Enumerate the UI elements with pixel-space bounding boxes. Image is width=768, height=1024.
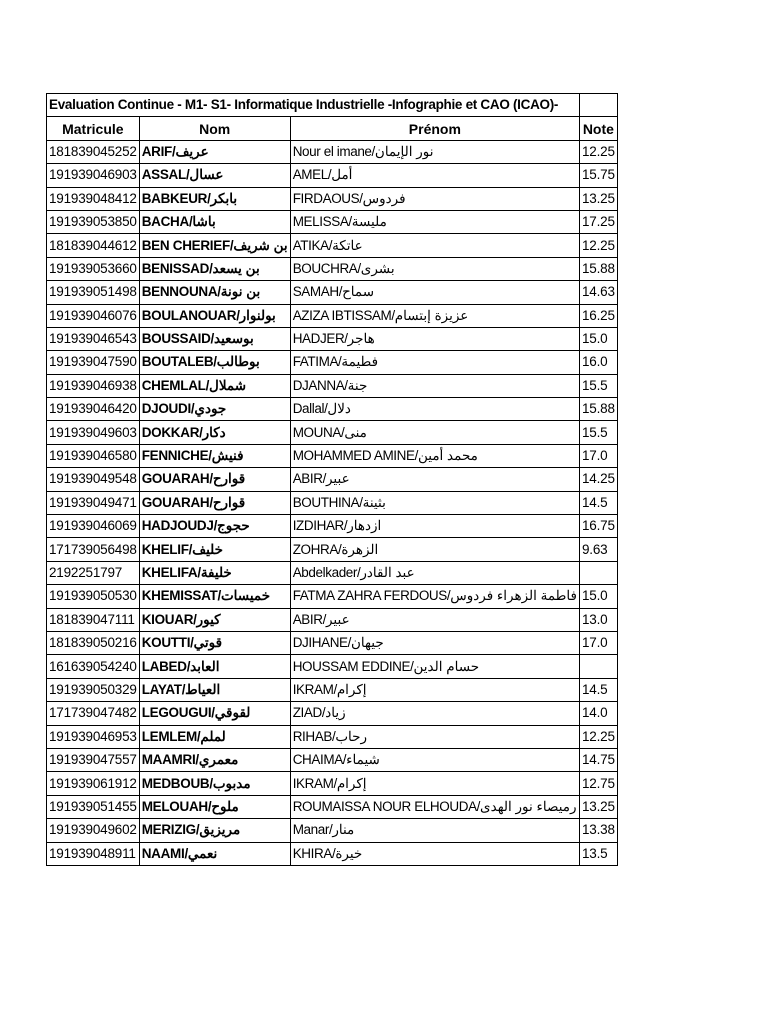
- cell-prenom: MELISSA/مليسة: [290, 210, 579, 233]
- cell-note: 16.75: [579, 515, 617, 538]
- title-row: [47, 94, 618, 117]
- cell-prenom: ABIR/عبير: [290, 468, 579, 491]
- table-row: [47, 281, 618, 304]
- table-row: [47, 234, 618, 257]
- table-row: [47, 748, 618, 771]
- table-row: [47, 819, 618, 842]
- cell-nom: KHELIF/خليف: [139, 538, 290, 561]
- table-row: [47, 257, 618, 280]
- cell-prenom: BOUTHINA/بثينة: [290, 491, 579, 514]
- header-prenom: Prénom: [290, 117, 579, 140]
- cell-prenom: ATIKA/عاتكة: [290, 234, 579, 257]
- cell-nom: GOUARAH/قوارح: [139, 468, 290, 491]
- table-row: [47, 585, 618, 608]
- cell-matricule: 191939049548: [47, 468, 140, 491]
- cell-prenom: IKRAM/إكرام: [290, 772, 579, 795]
- cell-note: 12.25: [579, 725, 617, 748]
- cell-nom: LAYAT/العياط: [139, 678, 290, 701]
- cell-note: 14.5: [579, 491, 617, 514]
- cell-note: 9.63: [579, 538, 617, 561]
- cell-matricule: 191939046420: [47, 398, 140, 421]
- cell-note: 15.75: [579, 164, 617, 187]
- cell-matricule: 191939061912: [47, 772, 140, 795]
- cell-prenom: DJIHANE/جيهان: [290, 631, 579, 654]
- cell-matricule: 191939051455: [47, 795, 140, 818]
- table-row: [47, 164, 618, 187]
- table-row: [47, 702, 618, 725]
- cell-note: 14.75: [579, 748, 617, 771]
- cell-prenom: HOUSSAM EDDINE/حسام الدين: [290, 655, 579, 678]
- cell-matricule: 191939046903: [47, 164, 140, 187]
- cell-matricule: 181839047111: [47, 608, 140, 631]
- cell-matricule: 191939053850: [47, 210, 140, 233]
- cell-matricule: 191939049603: [47, 421, 140, 444]
- cell-matricule: 171739056498: [47, 538, 140, 561]
- table-row: [47, 421, 618, 444]
- cell-prenom: Manar/منار: [290, 819, 579, 842]
- grades-table: [46, 93, 618, 866]
- cell-nom: DOKKAR/دكار: [139, 421, 290, 444]
- cell-note: 12.75: [579, 772, 617, 795]
- cell-note: 15.5: [579, 421, 617, 444]
- cell-nom: ARIF/عريف: [139, 140, 290, 163]
- cell-note: 13.25: [579, 187, 617, 210]
- cell-note: 15.0: [579, 327, 617, 350]
- cell-prenom: Dallal/دلال: [290, 398, 579, 421]
- cell-matricule: 191939046543: [47, 327, 140, 350]
- table-row: [47, 304, 618, 327]
- cell-note: 16.25: [579, 304, 617, 327]
- table-row: [47, 725, 618, 748]
- cell-note: 14.0: [579, 702, 617, 725]
- cell-note: 13.25: [579, 795, 617, 818]
- cell-note: 14.25: [579, 468, 617, 491]
- table-row: [47, 515, 618, 538]
- cell-nom: MEDBOUB/مدبوب: [139, 772, 290, 795]
- cell-matricule: 191939048412: [47, 187, 140, 210]
- table-row: [47, 327, 618, 350]
- cell-note: 17.0: [579, 631, 617, 654]
- cell-prenom: Abdelkader/عبد القادر: [290, 561, 579, 584]
- table-row: [47, 187, 618, 210]
- table-row: [47, 842, 618, 865]
- header-note: Note: [579, 117, 617, 140]
- cell-matricule: 191939051498: [47, 281, 140, 304]
- cell-note: 13.0: [579, 608, 617, 631]
- table-row: [47, 398, 618, 421]
- cell-nom: MAAMRI/معمري: [139, 748, 290, 771]
- cell-prenom: RIHAB/رحاب: [290, 725, 579, 748]
- cell-prenom: ABIR/عبير: [290, 608, 579, 631]
- title-empty-cell: [579, 94, 617, 117]
- cell-note: 13.5: [579, 842, 617, 865]
- table-row: [47, 491, 618, 514]
- cell-note: 15.88: [579, 257, 617, 280]
- cell-matricule: 181839044612: [47, 234, 140, 257]
- cell-prenom: AZIZA IBTISSAM/عزيزة إبتسام: [290, 304, 579, 327]
- cell-nom: NAAMI/نعمي: [139, 842, 290, 865]
- cell-nom: MELOUAH/ملوح: [139, 795, 290, 818]
- cell-prenom: FATIMA/فطيمة: [290, 351, 579, 374]
- cell-matricule: 191939049471: [47, 491, 140, 514]
- cell-nom: DJOUDI/جودي: [139, 398, 290, 421]
- cell-nom: BOUSSAID/بوسعيد: [139, 327, 290, 350]
- table-body: [47, 140, 618, 865]
- cell-matricule: 191939046938: [47, 374, 140, 397]
- cell-matricule: 191939049602: [47, 819, 140, 842]
- cell-note: 13.38: [579, 819, 617, 842]
- cell-nom: KIOUAR/كيور: [139, 608, 290, 631]
- cell-prenom: IZDIHAR/ازدهار: [290, 515, 579, 538]
- table-row: [47, 444, 618, 467]
- cell-prenom: FIRDAOUS/فردوس: [290, 187, 579, 210]
- cell-note: 14.63: [579, 281, 617, 304]
- cell-note: 14.5: [579, 678, 617, 701]
- cell-note: 15.0: [579, 585, 617, 608]
- cell-nom: BACHA/باشا: [139, 210, 290, 233]
- cell-nom: LEMLEM/لملم: [139, 725, 290, 748]
- cell-note: [579, 561, 617, 584]
- cell-matricule: 181839050216: [47, 631, 140, 654]
- table-row: [47, 468, 618, 491]
- cell-prenom: SAMAH/سماح: [290, 281, 579, 304]
- cell-nom: BENISSAD/بن يسعد: [139, 257, 290, 280]
- cell-matricule: 2192251797: [47, 561, 140, 584]
- cell-matricule: 191939048911: [47, 842, 140, 865]
- table-row: [47, 608, 618, 631]
- cell-note: 16.0: [579, 351, 617, 374]
- table-row: [47, 795, 618, 818]
- header-matricule: Matricule: [47, 117, 140, 140]
- cell-nom: GOUARAH/قوارح: [139, 491, 290, 514]
- cell-matricule: 191939053660: [47, 257, 140, 280]
- cell-nom: BABKEUR/بابكر: [139, 187, 290, 210]
- cell-note: 15.5: [579, 374, 617, 397]
- cell-matricule: 191939050530: [47, 585, 140, 608]
- sheet-title: Evaluation Continue - M1- S1- Informatique Industrielle -Infographie et CAO (ICAO)-: [47, 94, 580, 117]
- cell-nom: BENNOUNA/بن نونة: [139, 281, 290, 304]
- cell-matricule: 191939046580: [47, 444, 140, 467]
- cell-matricule: 171739047482: [47, 702, 140, 725]
- table-row: [47, 678, 618, 701]
- cell-prenom: ZOHRA/الزهرة: [290, 538, 579, 561]
- table-row: [47, 351, 618, 374]
- cell-matricule: 191939046076: [47, 304, 140, 327]
- cell-prenom: MOUNA/منى: [290, 421, 579, 444]
- cell-nom: LEGOUGUI/لقوقي: [139, 702, 290, 725]
- cell-nom: KHELIFA/خليفة: [139, 561, 290, 584]
- header-nom: Nom: [139, 117, 290, 140]
- table-row: [47, 772, 618, 795]
- cell-matricule: 161639054240: [47, 655, 140, 678]
- cell-matricule: 191939046953: [47, 725, 140, 748]
- cell-nom: CHEMLAL/شملال: [139, 374, 290, 397]
- cell-prenom: CHAIMA/شيماء: [290, 748, 579, 771]
- table-row: [47, 140, 618, 163]
- table-row: [47, 631, 618, 654]
- table-row: [47, 538, 618, 561]
- header-row: [47, 117, 618, 140]
- cell-prenom: IKRAM/إكرام: [290, 678, 579, 701]
- table-row: [47, 210, 618, 233]
- cell-matricule: 191939046069: [47, 515, 140, 538]
- cell-nom: LABED/العابد: [139, 655, 290, 678]
- cell-prenom: ROUMAISSA NOUR ELHOUDA/رميصاء نور الهدى: [290, 795, 579, 818]
- cell-nom: BOULANOUAR/بولنوار: [139, 304, 290, 327]
- cell-nom: MERIZIG/مريزيق: [139, 819, 290, 842]
- cell-nom: KOUTTI/قوتي: [139, 631, 290, 654]
- cell-nom: BOUTALEB/بوطالب: [139, 351, 290, 374]
- cell-nom: ASSAL/عسال: [139, 164, 290, 187]
- cell-prenom: FATMA ZAHRA FERDOUS/فاطمة الزهراء فردوس: [290, 585, 579, 608]
- cell-prenom: ZIAD/زياد: [290, 702, 579, 725]
- table-row: [47, 655, 618, 678]
- cell-nom: BEN CHERIEF/بن شريف: [139, 234, 290, 257]
- cell-prenom: DJANNA/جنة: [290, 374, 579, 397]
- cell-note: [579, 655, 617, 678]
- cell-prenom: Nour el imane/نور الإيمان: [290, 140, 579, 163]
- cell-prenom: AMEL/أمل: [290, 164, 579, 187]
- cell-matricule: 191939047590: [47, 351, 140, 374]
- table-row: [47, 561, 618, 584]
- cell-note: 12.25: [579, 140, 617, 163]
- cell-matricule: 181839045252: [47, 140, 140, 163]
- table-row: [47, 374, 618, 397]
- cell-prenom: HADJER/هاجر: [290, 327, 579, 350]
- cell-nom: HADJOUDJ/حجوج: [139, 515, 290, 538]
- cell-prenom: KHIRA/خيرة: [290, 842, 579, 865]
- cell-note: 17.0: [579, 444, 617, 467]
- cell-nom: KHEMISSAT/خميسات: [139, 585, 290, 608]
- cell-prenom: BOUCHRA/بشرى: [290, 257, 579, 280]
- cell-matricule: 191939047557: [47, 748, 140, 771]
- cell-note: 15.88: [579, 398, 617, 421]
- cell-note: 17.25: [579, 210, 617, 233]
- cell-matricule: 191939050329: [47, 678, 140, 701]
- cell-note: 12.25: [579, 234, 617, 257]
- cell-nom: FENNICHE/فنيش: [139, 444, 290, 467]
- cell-prenom: MOHAMMED AMINE/محمد أمين: [290, 444, 579, 467]
